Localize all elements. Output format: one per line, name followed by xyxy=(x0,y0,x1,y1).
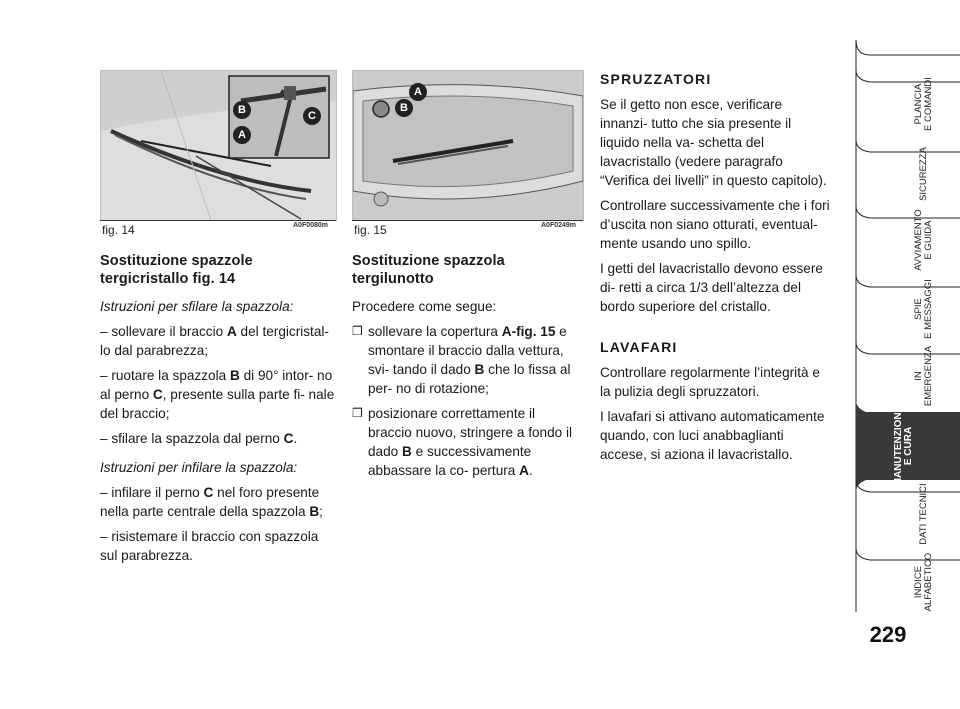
figure-14-label: fig. 14 xyxy=(102,223,135,237)
callout-a: A xyxy=(233,126,251,144)
figure-14-rule xyxy=(100,220,336,221)
tab-avviamento[interactable]: AVVIAMENTO E GUIDA xyxy=(852,206,960,274)
lavafari-para-1: Controllare regolarmente l’integrità e la pulizia degli spruzzatori. xyxy=(600,365,820,399)
tab-emergenza[interactable]: IN EMERGENZA xyxy=(852,342,960,410)
spruzzatori-para-2: Controllare successivamente che i fori d’uscita non siano otturati, eventual- mente usando uno spillo. xyxy=(600,198,830,251)
lavafari-para-2: I lavafari si attivano automaticamente quando, con luci anabbaglianti accese, si aziona il lavacristallo. xyxy=(600,409,825,462)
insert-step-1: – infilare il perno C nel foro presente nella parte centrale della spazzola B; xyxy=(100,485,323,519)
remove-step-1: – sollevare il braccio A del tergicristal- lo dal parabrezza; xyxy=(100,324,329,358)
procedure-intro: Procedere come segue: xyxy=(352,299,497,314)
left-column xyxy=(100,252,336,571)
callout-b: B xyxy=(233,101,251,119)
spruzzatori-para-1: Se il getto non esce, verificare innanzi- tutto che sia presente il liquido nella va- schetta del lavacristallo (vedere paragrafo “Verifica dei livelli” in questo capitolo). xyxy=(600,97,827,188)
tab-manutenzione[interactable]: MANUTENZIONE E CURA xyxy=(893,405,914,487)
windscreen-wiper-illustration xyxy=(101,71,336,220)
wiper-replacement-heading: Sostituzione spazzole tergicristallo fig. 14 xyxy=(100,253,253,287)
tab-dati-tecnici[interactable]: DATI TECNICI xyxy=(852,480,960,548)
tab-spie[interactable]: SPIE E MESSAGGI xyxy=(852,275,960,343)
bullet-item-2: ❒ posizionare correttamente il braccio nuovo, stringere a fondo il dado B e successivamente abbassare la co- pertura A. xyxy=(352,406,573,478)
figure-15-code: A0F0249m xyxy=(541,222,577,229)
figure-15-image xyxy=(352,70,584,221)
remove-step-3: – sfilare la spazzola dal perno C. xyxy=(100,431,298,446)
figure-14-image xyxy=(100,70,337,221)
rear-wiper-illustration xyxy=(353,71,583,220)
page-number: 229 xyxy=(869,622,907,647)
rear-wiper-heading: Sostituzione spazzola tergilunotto xyxy=(352,253,505,287)
spruzzatori-para-3: I getti del lavacristallo devono essere di- retti a circa 1/3 dell’altezza del bordo superiore del cristallo. xyxy=(600,261,823,314)
figure-15-label: fig. 15 xyxy=(354,223,387,237)
callout-c: C xyxy=(303,107,321,125)
callout-b: B xyxy=(395,99,413,117)
remove-step-2: – ruotare la spazzola B di 90° intor- no al perno C, presente sulla parte fi- nale del braccio; xyxy=(100,368,335,421)
right-column xyxy=(600,70,832,470)
lavafari-title: LAVAFARI xyxy=(600,339,678,355)
spruzzatori-title: SPRUZZATORI xyxy=(600,71,712,87)
insert-instructions-intro: Istruzioni per infilare la spazzola: xyxy=(100,460,298,475)
tab-plancia[interactable]: PLANCIA E COMANDI xyxy=(852,70,960,138)
bullet-item-1: ❒ sollevare la copertura A-fig. 15 e smontare il braccio dalla vettura, svi- tando il dado B che lo fissa al per- no di rotazione; xyxy=(352,324,571,396)
figure-15-rule xyxy=(352,220,583,221)
insert-step-2: – risistemare il braccio con spazzola sul parabrezza. xyxy=(100,529,319,563)
tab-sicurezza[interactable]: SICUREZZA xyxy=(852,140,960,208)
middle-column xyxy=(352,252,582,486)
bullet-box-icon: ❒ xyxy=(352,324,363,338)
callout-a: A xyxy=(409,83,427,101)
figure-14-code: A0F0080m xyxy=(293,222,329,229)
chapter-tabs xyxy=(852,0,960,709)
tab-indice[interactable]: INDICE ALFABETICO xyxy=(852,548,960,616)
bullet-box-icon: ❒ xyxy=(352,406,363,420)
remove-instructions-intro: Istruzioni per sfilare la spazzola: xyxy=(100,299,294,314)
